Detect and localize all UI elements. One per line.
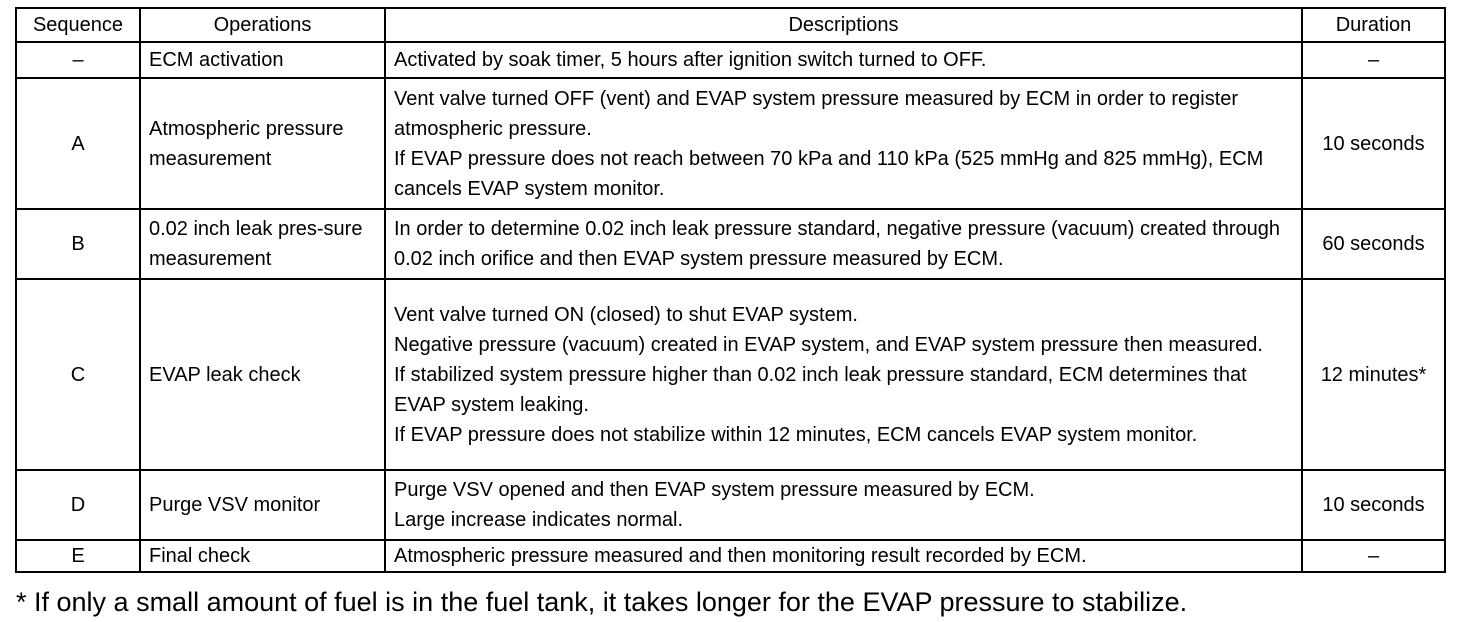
cell-sequence: D	[16, 470, 140, 540]
cell-operation: Purge VSV monitor	[140, 470, 385, 540]
table-header-row	[16, 8, 1445, 42]
description-line: Activated by soak timer, 5 hours after ignition switch turned to OFF.	[394, 49, 987, 71]
description-line: In order to determine 0.02 inch leak pressure standard, negative pressure (vacuum) created through 0.02 inch orifice and then EVAP system pressure measured by ECM.	[394, 218, 1281, 270]
cell-operation: ECM activation	[140, 42, 385, 78]
description-line: If stabilized system pressure higher than 0.02 inch leak pressure standard, ECM determines that EVAP system leaking.	[394, 363, 1247, 416]
description-line: Vent valve turned ON (closed) to shut EVAP system.	[394, 303, 858, 326]
cell-duration: 12 minutes*	[1302, 279, 1445, 470]
cell-sequence: –	[16, 42, 140, 78]
header-descriptions: Descriptions	[385, 8, 1302, 42]
cell-sequence: C	[16, 279, 140, 470]
cell-duration: –	[1302, 42, 1445, 78]
cell-sequence: A	[16, 78, 140, 209]
cell-description	[385, 209, 1302, 279]
table-row	[16, 279, 1445, 470]
evap-monitor-table	[15, 7, 1446, 573]
cell-operation: Atmospheric pressure measurement	[140, 78, 385, 209]
description-line: Negative pressure (vacuum) created in EVAP system, and EVAP system pressure then measured.	[394, 333, 1263, 356]
cell-operation: EVAP leak check	[140, 279, 385, 470]
cell-duration: 10 seconds	[1302, 78, 1445, 209]
cell-description	[385, 42, 1302, 78]
cell-duration: –	[1302, 540, 1445, 572]
table-row	[16, 209, 1445, 279]
cell-sequence: B	[16, 209, 140, 279]
table-row	[16, 42, 1445, 78]
description-line: If EVAP pressure does not reach between 70 kPa and 110 kPa (525 mmHg and 825 mmHg), ECM cancels EVAP system monitor.	[394, 147, 1264, 200]
table-row	[16, 540, 1445, 572]
footnote: * If only a small amount of fuel is in the fuel tank, it takes longer for the EVAP pressure to stabilize.	[16, 587, 1188, 617]
header-sequence: Sequence	[16, 8, 140, 42]
cell-operation: Final check	[140, 540, 385, 572]
header-operations: Operations	[140, 8, 385, 42]
cell-description	[385, 540, 1302, 572]
cell-duration: 10 seconds	[1302, 470, 1445, 540]
description-line: If EVAP pressure does not stabilize within 12 minutes, ECM cancels EVAP system monitor.	[394, 423, 1198, 446]
cell-sequence: E	[16, 540, 140, 572]
cell-description	[385, 279, 1302, 470]
description-line: Large increase indicates normal.	[394, 509, 684, 531]
description-line: Atmospheric pressure measured and then monitoring result recorded by ECM.	[394, 545, 1087, 567]
cell-operation: 0.02 inch leak pres-sure measurement	[140, 209, 385, 279]
description-line: Vent valve turned OFF (vent) and EVAP system pressure measured by ECM in order to register atmospheric pressure.	[394, 87, 1239, 140]
table-row	[16, 78, 1445, 209]
table-row	[16, 470, 1445, 540]
cell-description	[385, 78, 1302, 209]
header-duration: Duration	[1302, 8, 1445, 42]
cell-duration: 60 seconds	[1302, 209, 1445, 279]
description-line: Purge VSV opened and then EVAP system pressure measured by ECM.	[394, 479, 1035, 501]
cell-description	[385, 470, 1302, 540]
